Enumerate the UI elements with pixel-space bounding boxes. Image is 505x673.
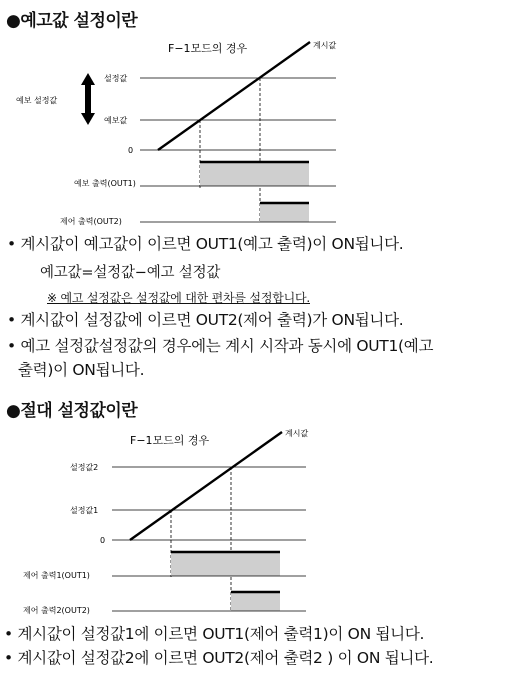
- out1-label-1: 예보 출력(OUT1): [74, 179, 136, 188]
- bullet-1-3-continued: 출력)이 ON됩니다.: [18, 361, 145, 379]
- range-label: 예보 설정값: [16, 96, 58, 105]
- zero-label-2: 0: [100, 536, 106, 545]
- bullet-1-2: • 계시값이 설정값에 이르면 OUT2(제어 출력)가 ON됩니다.: [7, 311, 404, 329]
- out2-label-1: 제어 출력(OUT2): [60, 217, 122, 226]
- out1-label-2: 제어 출력1(OUT1): [23, 571, 90, 580]
- pv-line-1: [158, 42, 310, 150]
- section2-diagram: [0, 418, 505, 618]
- bullet-1-3: • 예고 설정값설정값의 경우에는 계시 시작과 동시에 OUT1(예고: [7, 337, 434, 355]
- section1-diagram: [0, 28, 505, 233]
- zero-label-1: 0: [128, 146, 134, 155]
- bullet-2-1: • 계시값이 설정값1에 이르면 OUT1(제어 출력1)이 ON 됩니다.: [4, 625, 425, 643]
- out2-label-2: 제어 출력2(OUT2): [23, 606, 90, 615]
- bullet-2-2: • 계시값이 설정값2에 이르면 OUT2(제어 출력2 ) 이 ON 됩니다.: [4, 649, 434, 667]
- setpoint-label: 설정값: [104, 74, 128, 83]
- alarm-label: 예보값: [104, 116, 128, 125]
- deviation-note: ※ 예고 설정값은 설정값에 대한 편차를 설정합니다.: [47, 291, 310, 305]
- pv-label-2: 계시값: [285, 429, 309, 438]
- bullet-1-1: • 계시값이 예고값이 이르면 OUT1(예고 출력)이 ON됩니다.: [7, 235, 404, 253]
- formula-text: 예고값=설정값−예고 설정값: [40, 265, 221, 281]
- range-arrow-icon: [81, 73, 95, 125]
- pv-line-2: [130, 432, 282, 540]
- sp2-label: 설정값2: [70, 463, 99, 472]
- out2-on-block-1: [260, 203, 309, 222]
- sp1-label: 설정값1: [70, 506, 99, 515]
- mode-title-1: F−1모드의 경우: [168, 42, 248, 55]
- section1-heading: ●예고값 설정이란: [6, 11, 138, 31]
- mode-title-2: F−1모드의 경우: [130, 434, 210, 447]
- section2-heading: ●절대 설정값이란: [6, 401, 138, 421]
- out2-on-block-2: [231, 592, 280, 611]
- out1-on-block-2: [171, 552, 280, 576]
- out1-on-block-1: [200, 162, 309, 186]
- pv-label-1: 계시값: [313, 41, 337, 50]
